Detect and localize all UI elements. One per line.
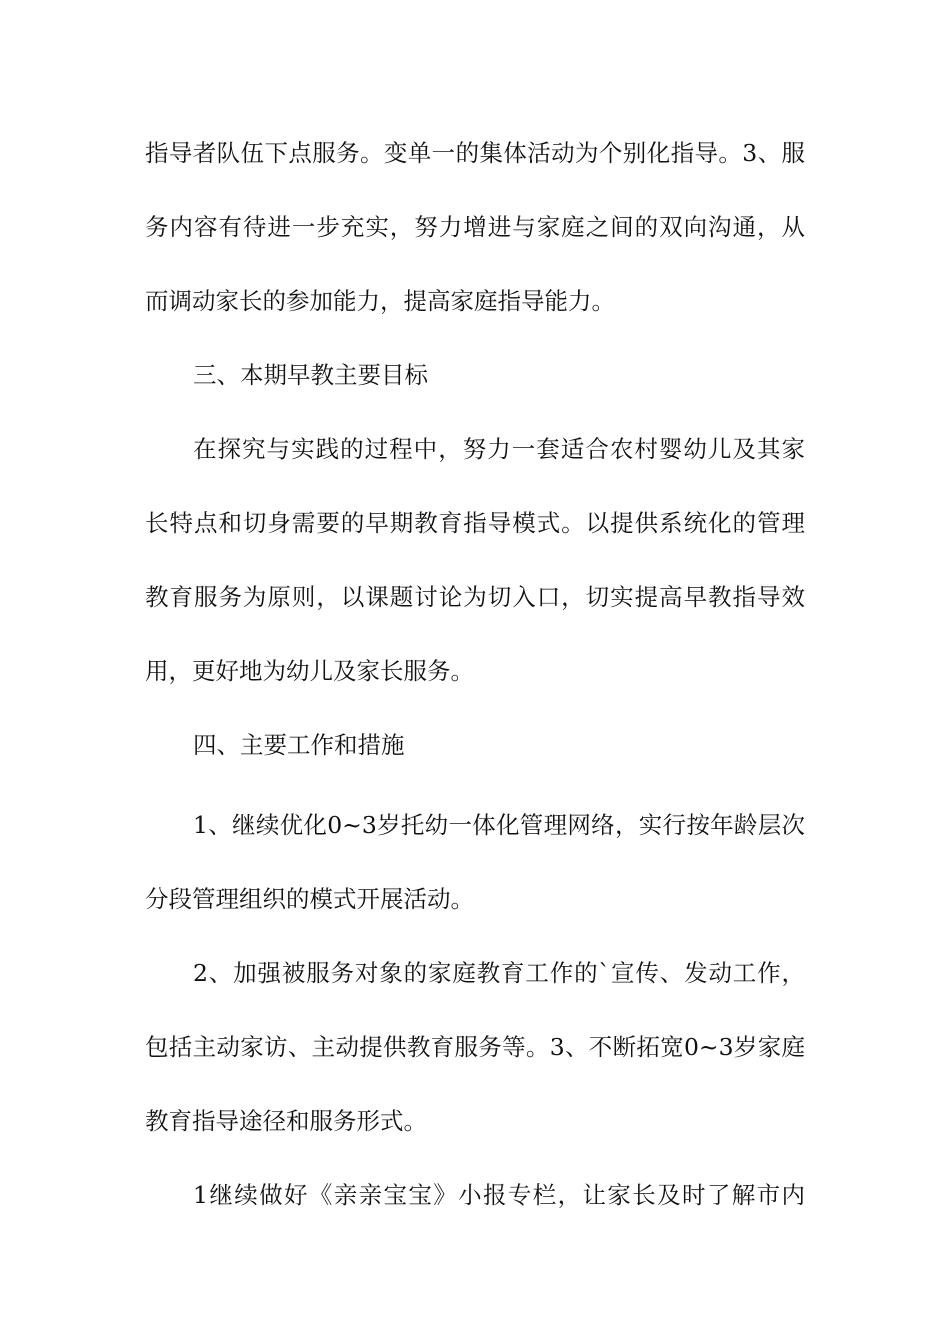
text-line-6: 长特点和切身需要的早期教育指导模式。以提供系统化的管理 bbox=[145, 509, 805, 537]
section-heading-4: 四、主要工作和措施 bbox=[193, 731, 405, 759]
text-line-15: 1继续做好《亲亲宝宝》小报专栏，让家长及时了解市内 bbox=[193, 1181, 805, 1209]
text-line-12: 2、加强被服务对象的家庭教育工作的`宣传、发动工作， bbox=[193, 959, 805, 987]
section-heading-3: 三、本期早教主要目标 bbox=[193, 361, 428, 389]
text-line-3: 而调动家长的参加能力，提高家庭指导能力。 bbox=[145, 287, 615, 315]
text-line-1: 指导者队伍下点服务。变单一的集体活动为个别化指导。3、服 bbox=[145, 139, 805, 167]
text-line-5: 在探究与实践的过程中，努力一套适合农村婴幼儿及其家 bbox=[193, 435, 805, 463]
text-line-11: 分段管理组织的模式开展活动。 bbox=[145, 885, 474, 913]
text-line-7: 教育服务为原则，以课题讨论为切入口，切实提高早教指导效 bbox=[145, 583, 805, 611]
text-line-13: 包括主动家访、主动提供教育服务等。3、不断拓宽0~3岁家庭 bbox=[145, 1033, 805, 1061]
text-line-8: 用，更好地为幼儿及家长服务。 bbox=[145, 657, 474, 685]
text-line-2: 务内容有待进一步充实，努力增进与家庭之间的双向沟通，从 bbox=[145, 213, 805, 241]
text-line-10: 1、继续优化0~3岁托幼一体化管理网络，实行按年龄层次 bbox=[193, 811, 805, 839]
text-line-14: 教育指导途径和服务形式。 bbox=[145, 1107, 427, 1135]
